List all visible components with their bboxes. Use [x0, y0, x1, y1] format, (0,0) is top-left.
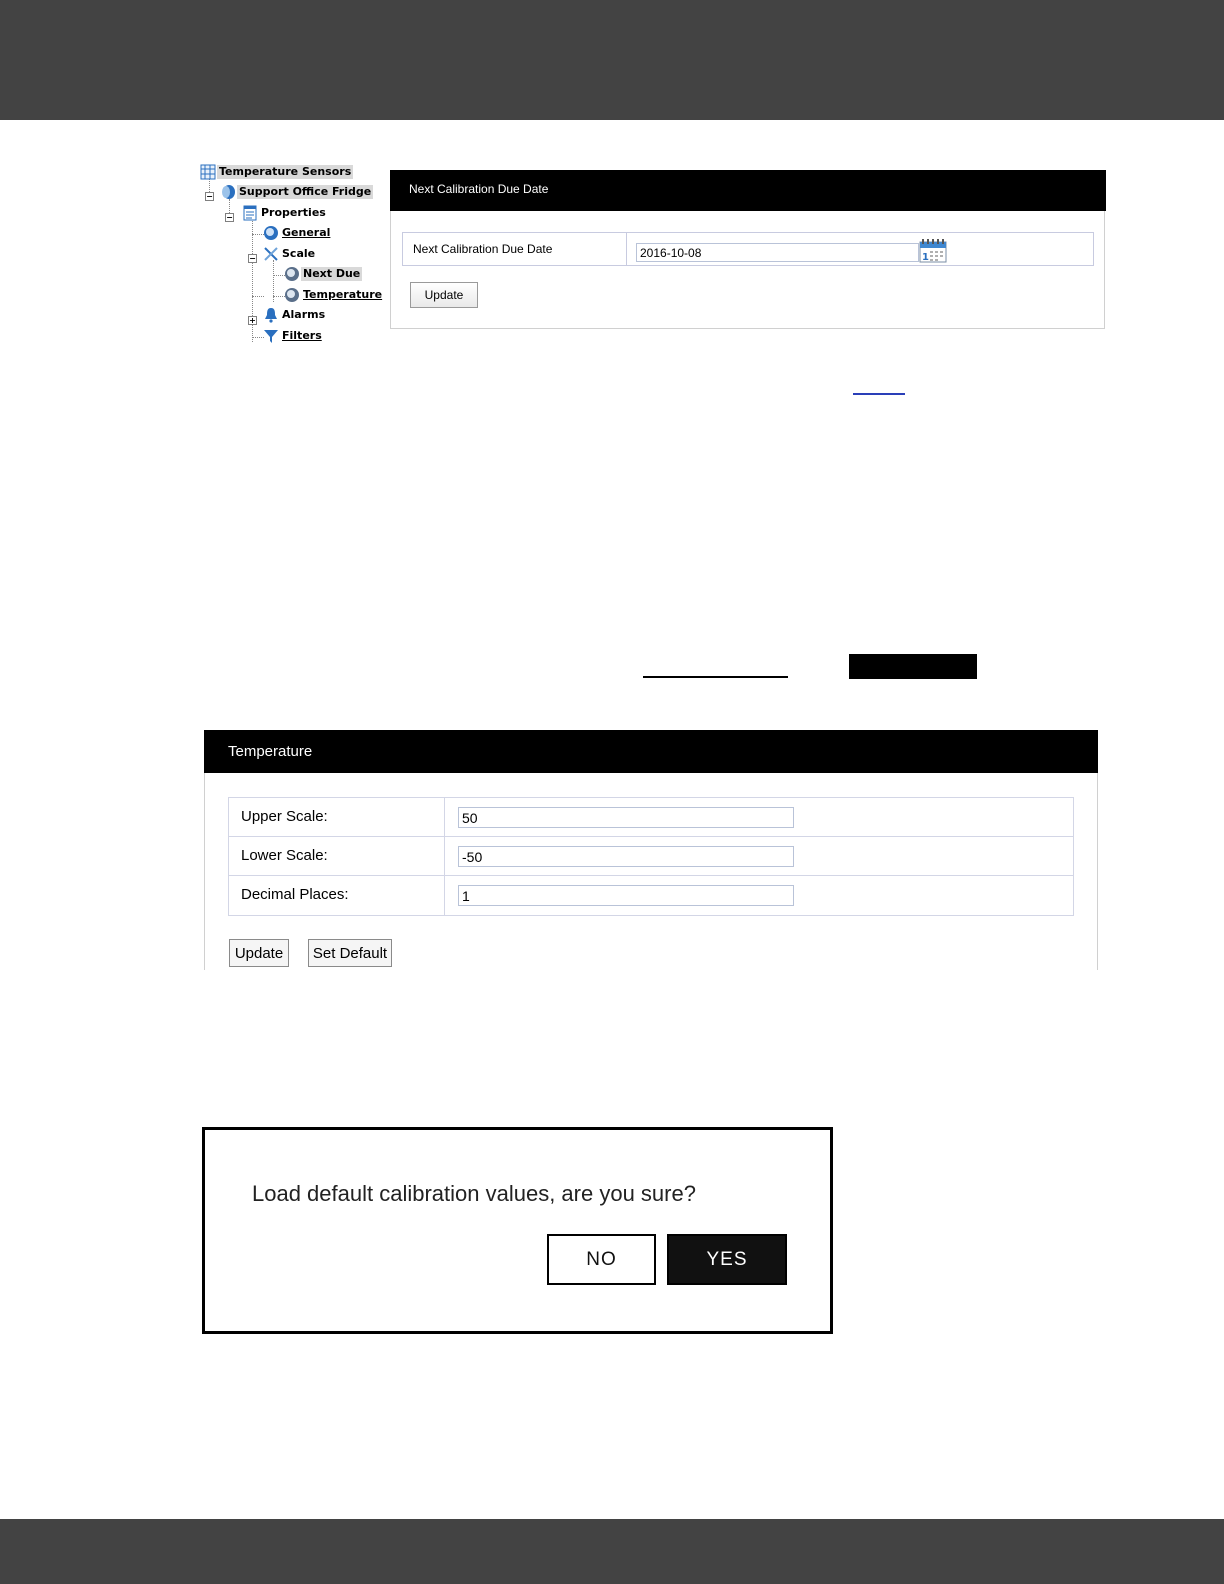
tree-item-label: Alarms	[282, 308, 326, 321]
row-value-cell	[445, 837, 1073, 875]
properties-icon	[242, 205, 258, 221]
tree-item-label: Properties	[261, 206, 326, 219]
panel-title: Next Calibration Due Date	[390, 170, 1106, 211]
decorative-underline	[643, 676, 788, 678]
tree-item-label: Next Due	[303, 267, 361, 280]
filter-icon	[263, 328, 279, 344]
update-button[interactable]: Update	[229, 939, 289, 967]
dialog-message: Load default calibration values, are you sure?	[252, 1181, 696, 1206]
top-band	[0, 0, 1224, 120]
row-value-cell	[445, 876, 1073, 915]
tree-item-general[interactable]	[263, 225, 332, 241]
tree-item-support-office-fridge[interactable]	[220, 184, 373, 200]
row-label: Lower Scale:	[229, 837, 445, 875]
tree-item-alarms[interactable]	[263, 307, 327, 323]
calibration-table	[402, 232, 1094, 266]
tree-item-temperature-sensors[interactable]	[200, 164, 353, 180]
tree-item-label: Scale	[282, 247, 316, 260]
tree-item-properties[interactable]	[242, 205, 328, 221]
collapse-toggle[interactable]: −	[249, 254, 256, 263]
field-value-cell	[627, 233, 1093, 265]
scale-icon	[263, 246, 279, 262]
table-row	[229, 837, 1073, 876]
tree-item-scale[interactable]	[263, 246, 317, 262]
set-default-button[interactable]: Set Default	[308, 939, 392, 967]
tree-line	[252, 296, 264, 297]
tree-item-temperature[interactable]	[284, 287, 384, 303]
lower-scale-input[interactable]	[458, 846, 794, 867]
update-button[interactable]: Update	[410, 282, 478, 308]
tree-item-label: Temperature Sensors	[219, 165, 352, 178]
collapse-toggle[interactable]: −	[206, 192, 213, 201]
calibration-panel	[390, 170, 1105, 329]
no-button[interactable]: NO	[547, 1234, 656, 1285]
due-date-input[interactable]	[636, 243, 919, 262]
field-label: Next Calibration Due Date	[403, 233, 627, 265]
table-row	[229, 876, 1073, 915]
tree-item-filters[interactable]	[263, 328, 324, 344]
collapse-toggle[interactable]: −	[226, 213, 233, 222]
link-underline[interactable]	[853, 393, 905, 395]
decimal-places-input[interactable]	[458, 885, 794, 906]
calendar-icon[interactable]	[919, 239, 947, 263]
tree-item-label: Filters	[282, 329, 322, 342]
yes-button[interactable]: YES	[667, 1234, 787, 1285]
row-label: Decimal Places:	[229, 876, 445, 915]
navigation-tree	[200, 162, 390, 352]
temperature-table	[228, 797, 1074, 916]
bottom-band	[0, 1519, 1224, 1584]
tree-item-next-due[interactable]	[284, 266, 362, 282]
grid-icon	[200, 164, 216, 180]
temperature-panel	[204, 730, 1098, 970]
svg-text:1: 1	[922, 252, 929, 263]
tree-item-label: General	[282, 226, 331, 239]
decorative-black-bar	[849, 654, 977, 679]
confirm-dialog	[202, 1127, 833, 1334]
row-label: Upper Scale:	[229, 798, 445, 836]
tree-item-label: Support Office Fridge	[239, 185, 372, 198]
expand-toggle[interactable]: +	[249, 316, 256, 325]
upper-scale-input[interactable]	[458, 807, 794, 828]
circle-icon	[263, 225, 279, 241]
table-row	[229, 798, 1073, 837]
bell-icon	[263, 307, 279, 323]
sensor-icon	[220, 184, 236, 200]
circle-icon	[284, 287, 300, 303]
tree-item-label: Temperature	[303, 288, 383, 301]
panel-title: Temperature	[204, 730, 1098, 773]
row-value-cell	[445, 798, 1073, 836]
circle-icon	[284, 266, 300, 282]
